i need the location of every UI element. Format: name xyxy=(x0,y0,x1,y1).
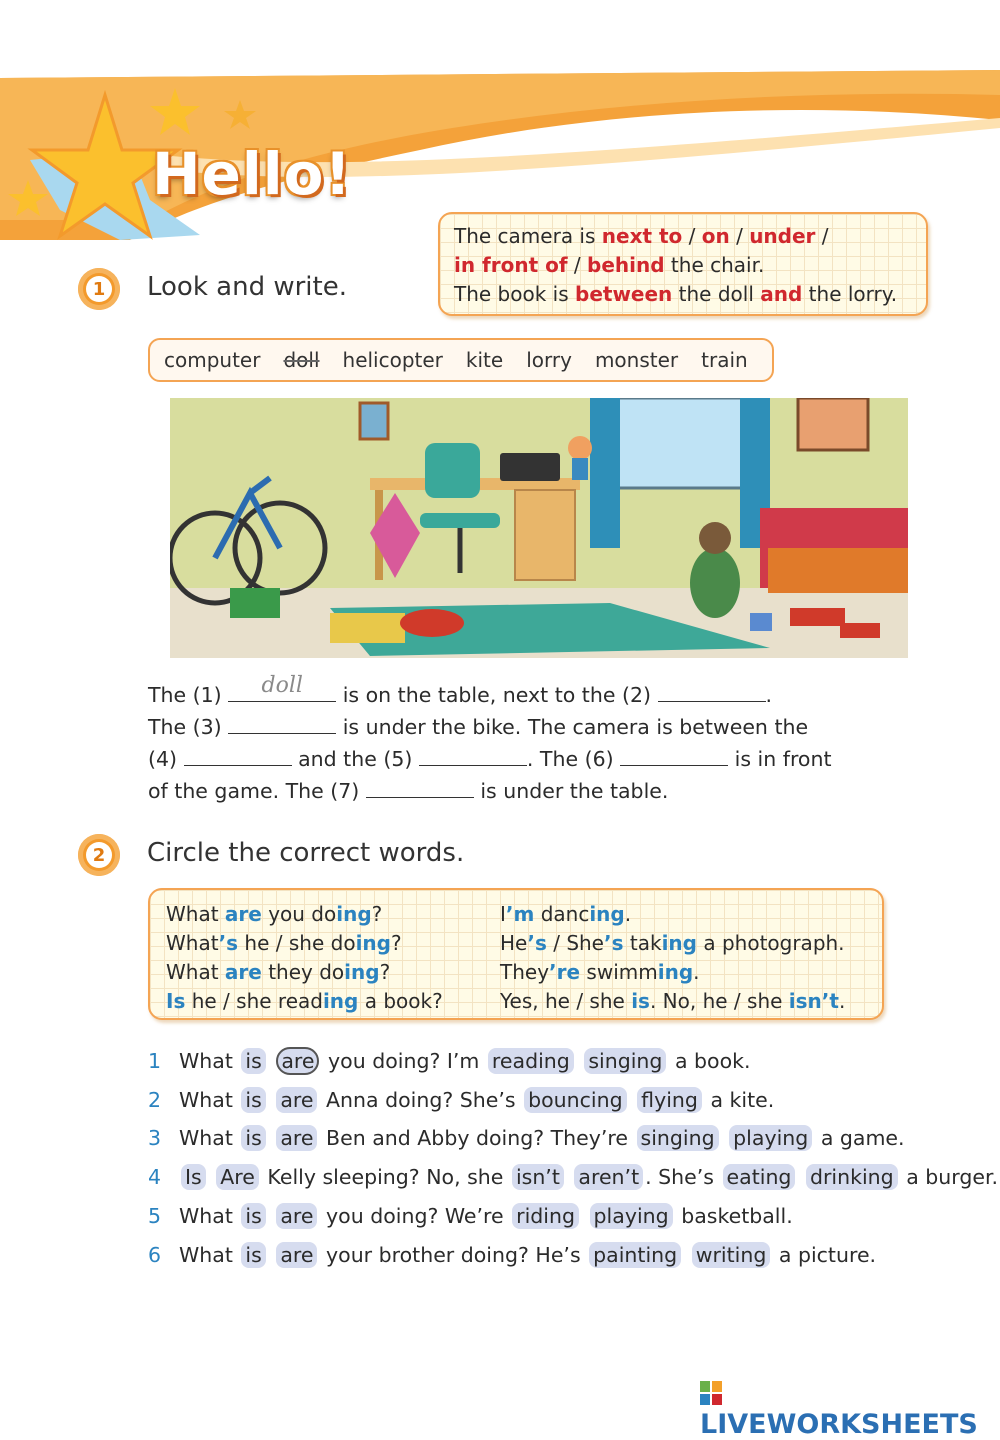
word-option[interactable]: isn’t xyxy=(512,1164,564,1190)
grammar-line-1 xyxy=(454,222,912,251)
exercise-2-number: 2 xyxy=(86,842,112,868)
grammar-keyword: ing xyxy=(657,960,694,984)
word-option[interactable]: is xyxy=(241,1087,265,1113)
answer-blank-4[interactable] xyxy=(184,745,292,766)
grammar-keyword: ing xyxy=(344,960,380,984)
circle-item-row xyxy=(148,1088,774,1112)
word-bank-item: monster xyxy=(594,348,679,372)
grammar-line xyxy=(166,929,443,958)
grammar-text: they do xyxy=(261,960,345,984)
grammar-text: a photograph. xyxy=(696,931,845,955)
sentence-line-4 xyxy=(148,777,668,803)
item-text: What xyxy=(179,1203,233,1228)
grammar-keyword: ’s xyxy=(218,931,239,955)
word-option[interactable]: is xyxy=(241,1125,265,1151)
word-option-circled[interactable]: are xyxy=(276,1047,319,1075)
answer-blank-5[interactable] xyxy=(419,745,527,766)
grammar-keyword: ’re xyxy=(549,960,581,984)
word-option[interactable]: flying xyxy=(637,1087,702,1113)
grammar-text: . xyxy=(693,960,700,984)
answer-blank-7[interactable] xyxy=(366,777,474,798)
circle-item-row xyxy=(148,1243,876,1267)
word-option[interactable]: riding xyxy=(512,1203,579,1229)
grammar-text: danc xyxy=(534,902,590,926)
grammar-text: ? xyxy=(371,902,383,926)
grammar-line xyxy=(500,958,845,987)
footer-brand xyxy=(700,1378,1000,1440)
circle-item-row xyxy=(148,1126,905,1150)
grammar-text: / xyxy=(682,224,702,248)
word-bank-item: train xyxy=(701,348,748,372)
item-text: a kite. xyxy=(710,1087,775,1112)
grammar-keyword: ing xyxy=(589,902,625,926)
grammar-text: Yes, he / she xyxy=(500,989,632,1013)
item-text: What xyxy=(179,1126,233,1151)
grammar-text: / xyxy=(567,253,588,277)
word-option[interactable]: singing xyxy=(637,1125,719,1151)
answer-blank-6[interactable] xyxy=(620,745,728,766)
grammar-keyword: ing xyxy=(336,902,372,926)
sentence-text: . The (6) xyxy=(526,747,621,771)
grammar-text: The camera is xyxy=(454,224,602,248)
grammar-keyword: on xyxy=(701,224,730,248)
grammar-text: What xyxy=(166,960,225,984)
grammar-line xyxy=(500,987,845,1016)
grammar-keyword: ing xyxy=(661,931,697,955)
sentence-text: is under the table. xyxy=(473,779,669,803)
word-bank-item: lorry xyxy=(526,348,572,372)
grammar-keyword: between xyxy=(575,282,673,306)
example-answer: doll xyxy=(261,673,303,698)
word-bank xyxy=(148,338,774,382)
word-option[interactable]: Is xyxy=(181,1164,206,1190)
grammar-keyword: is xyxy=(631,989,650,1013)
exercise-1-number-badge xyxy=(78,268,120,310)
item-number: 6 xyxy=(148,1242,162,1267)
grammar-text: / xyxy=(729,224,750,248)
item-text: you doing? I’m xyxy=(328,1049,480,1073)
word-option[interactable]: reading xyxy=(488,1048,574,1074)
item-number: 2 xyxy=(148,1087,162,1112)
sentence-line-3 xyxy=(148,745,832,771)
word-option[interactable]: aren’t xyxy=(574,1164,643,1190)
item-number: 4 xyxy=(148,1165,162,1190)
item-text: basketball. xyxy=(681,1203,793,1228)
grammar-text: a book? xyxy=(358,989,443,1013)
grammar-line xyxy=(166,987,443,1016)
item-text: . xyxy=(645,1165,652,1190)
grammar-text: The book is xyxy=(454,282,575,306)
item-text: Kelly sleeping? No, she xyxy=(267,1165,504,1190)
grammar-keyword: ’s xyxy=(527,931,547,955)
grammar-questions xyxy=(166,900,443,1016)
word-option[interactable]: playing xyxy=(590,1203,673,1229)
sentence-text: (4) xyxy=(148,747,184,771)
grammar-text: I xyxy=(500,902,506,926)
sentence-text: The (3) xyxy=(148,715,229,739)
grammar-text: the doll xyxy=(672,282,761,306)
grammar-keyword: under xyxy=(749,224,816,248)
grammar-text: tak xyxy=(623,931,662,955)
grammar-answers xyxy=(500,900,845,1016)
grammar-text: What xyxy=(166,902,225,926)
item-text: a game. xyxy=(820,1126,905,1151)
grammar-text: / xyxy=(815,224,829,248)
grammar-text: ? xyxy=(379,960,391,984)
grammar-box-present-continuous xyxy=(148,888,884,1020)
word-option[interactable]: are xyxy=(276,1125,317,1151)
sentence-text: is in front xyxy=(728,747,832,771)
word-option[interactable]: writing xyxy=(692,1242,771,1268)
item-text: you doing? We’re xyxy=(326,1203,504,1228)
circle-item-row xyxy=(148,1165,998,1189)
grammar-text: / She xyxy=(546,931,604,955)
grammar-text: . xyxy=(624,902,632,926)
grammar-keyword: next to xyxy=(601,224,683,248)
grammar-text: He xyxy=(500,931,528,955)
grammar-keyword: in front of xyxy=(454,253,568,277)
page-title: Hello! xyxy=(152,140,352,208)
grammar-line-3 xyxy=(454,280,912,309)
item-text: What xyxy=(179,1049,233,1073)
footer-brand-text: LIVEWORKSHEETS xyxy=(700,1409,978,1440)
word-bank-item-struck: doll xyxy=(283,348,320,372)
grammar-line xyxy=(166,958,443,987)
item-text: She’s xyxy=(658,1165,714,1190)
grammar-line xyxy=(166,900,443,929)
grammar-keyword: and xyxy=(760,282,803,306)
word-option[interactable]: is xyxy=(241,1203,265,1229)
word-option[interactable]: is xyxy=(241,1242,265,1268)
word-option[interactable]: Are xyxy=(216,1164,259,1190)
grammar-keyword: are xyxy=(224,902,262,926)
grammar-line xyxy=(500,929,845,958)
item-text: a book. xyxy=(674,1049,751,1073)
grammar-keyword: ’s xyxy=(604,931,624,955)
grammar-keyword: are xyxy=(224,960,262,984)
grammar-text: . xyxy=(838,989,846,1013)
word-option[interactable]: are xyxy=(276,1087,317,1113)
item-text: a picture. xyxy=(778,1242,877,1267)
item-text: What xyxy=(179,1242,233,1267)
item-text: Ben and Abby doing? They’re xyxy=(326,1126,629,1151)
liveworksheets-logo-icon xyxy=(700,1381,722,1405)
grammar-keyword: behind xyxy=(587,253,665,277)
word-option[interactable]: eating xyxy=(723,1164,796,1190)
exercise-2-instruction: Circle the correct words. xyxy=(147,838,465,868)
answer-blank-3[interactable] xyxy=(228,713,336,734)
circle-item-row xyxy=(148,1049,751,1073)
grammar-text: What xyxy=(166,931,219,955)
grammar-text: ? xyxy=(390,931,402,955)
grammar-line xyxy=(500,900,845,929)
item-number: 5 xyxy=(148,1203,162,1228)
answer-blank-1[interactable] xyxy=(228,673,336,702)
exercise-1-number: 1 xyxy=(86,276,112,302)
sentence-line-1 xyxy=(148,673,773,707)
item-text: your brother doing? He’s xyxy=(326,1242,581,1267)
word-option[interactable]: singing xyxy=(584,1048,666,1074)
sentence-line-2 xyxy=(148,713,808,739)
word-option[interactable]: playing xyxy=(729,1125,812,1151)
word-option[interactable]: painting xyxy=(589,1242,681,1268)
sentence-text: The (1) xyxy=(148,683,229,707)
header-banner xyxy=(0,0,1000,240)
item-text: a burger. xyxy=(906,1165,999,1190)
exercise-2-number-badge xyxy=(78,834,120,876)
sentence-text: . xyxy=(765,683,773,707)
word-bank-item: computer xyxy=(164,348,261,372)
grammar-box-prepositions xyxy=(438,212,928,316)
grammar-keyword: ing xyxy=(322,989,359,1013)
word-bank-item: helicopter xyxy=(342,348,443,372)
word-option[interactable]: are xyxy=(276,1242,317,1268)
grammar-keyword: Is xyxy=(166,989,186,1013)
circle-item-row xyxy=(148,1204,793,1228)
grammar-text: you do xyxy=(261,902,337,926)
grammar-keyword: ’m xyxy=(505,902,535,926)
word-bank-item: kite xyxy=(465,348,504,372)
bedroom-scene-illustration xyxy=(170,398,908,658)
word-option[interactable]: drinking xyxy=(806,1164,898,1190)
sentence-text: and the (5) xyxy=(291,747,419,771)
grammar-keyword: isn’t xyxy=(788,989,839,1013)
word-option[interactable]: is xyxy=(241,1048,265,1074)
grammar-text: the lorry. xyxy=(802,282,898,306)
grammar-keyword: ing xyxy=(355,931,391,955)
word-option[interactable]: bouncing xyxy=(524,1087,627,1113)
grammar-text: the chair. xyxy=(664,253,765,277)
grammar-line-2 xyxy=(454,251,912,280)
answer-blank-2[interactable] xyxy=(658,681,766,702)
grammar-text: he / she do xyxy=(238,931,356,955)
grammar-text: swimm xyxy=(580,960,658,984)
sentence-text: is on the table, next to the (2) xyxy=(336,683,658,707)
sentence-text: is under the bike. The camera is between the xyxy=(336,715,809,739)
item-text: What xyxy=(179,1087,233,1112)
grammar-text: he / she read xyxy=(185,989,323,1013)
item-number: 1 xyxy=(148,1049,162,1073)
grammar-text: They xyxy=(500,960,550,984)
exercise-1-instruction: Look and write. xyxy=(147,272,347,302)
item-text: Anna doing? She’s xyxy=(326,1087,516,1112)
item-number: 3 xyxy=(148,1126,162,1151)
sentence-text: of the game. The (7) xyxy=(148,779,366,803)
word-option[interactable]: are xyxy=(276,1203,317,1229)
grammar-text: . No, he / she xyxy=(649,989,789,1013)
